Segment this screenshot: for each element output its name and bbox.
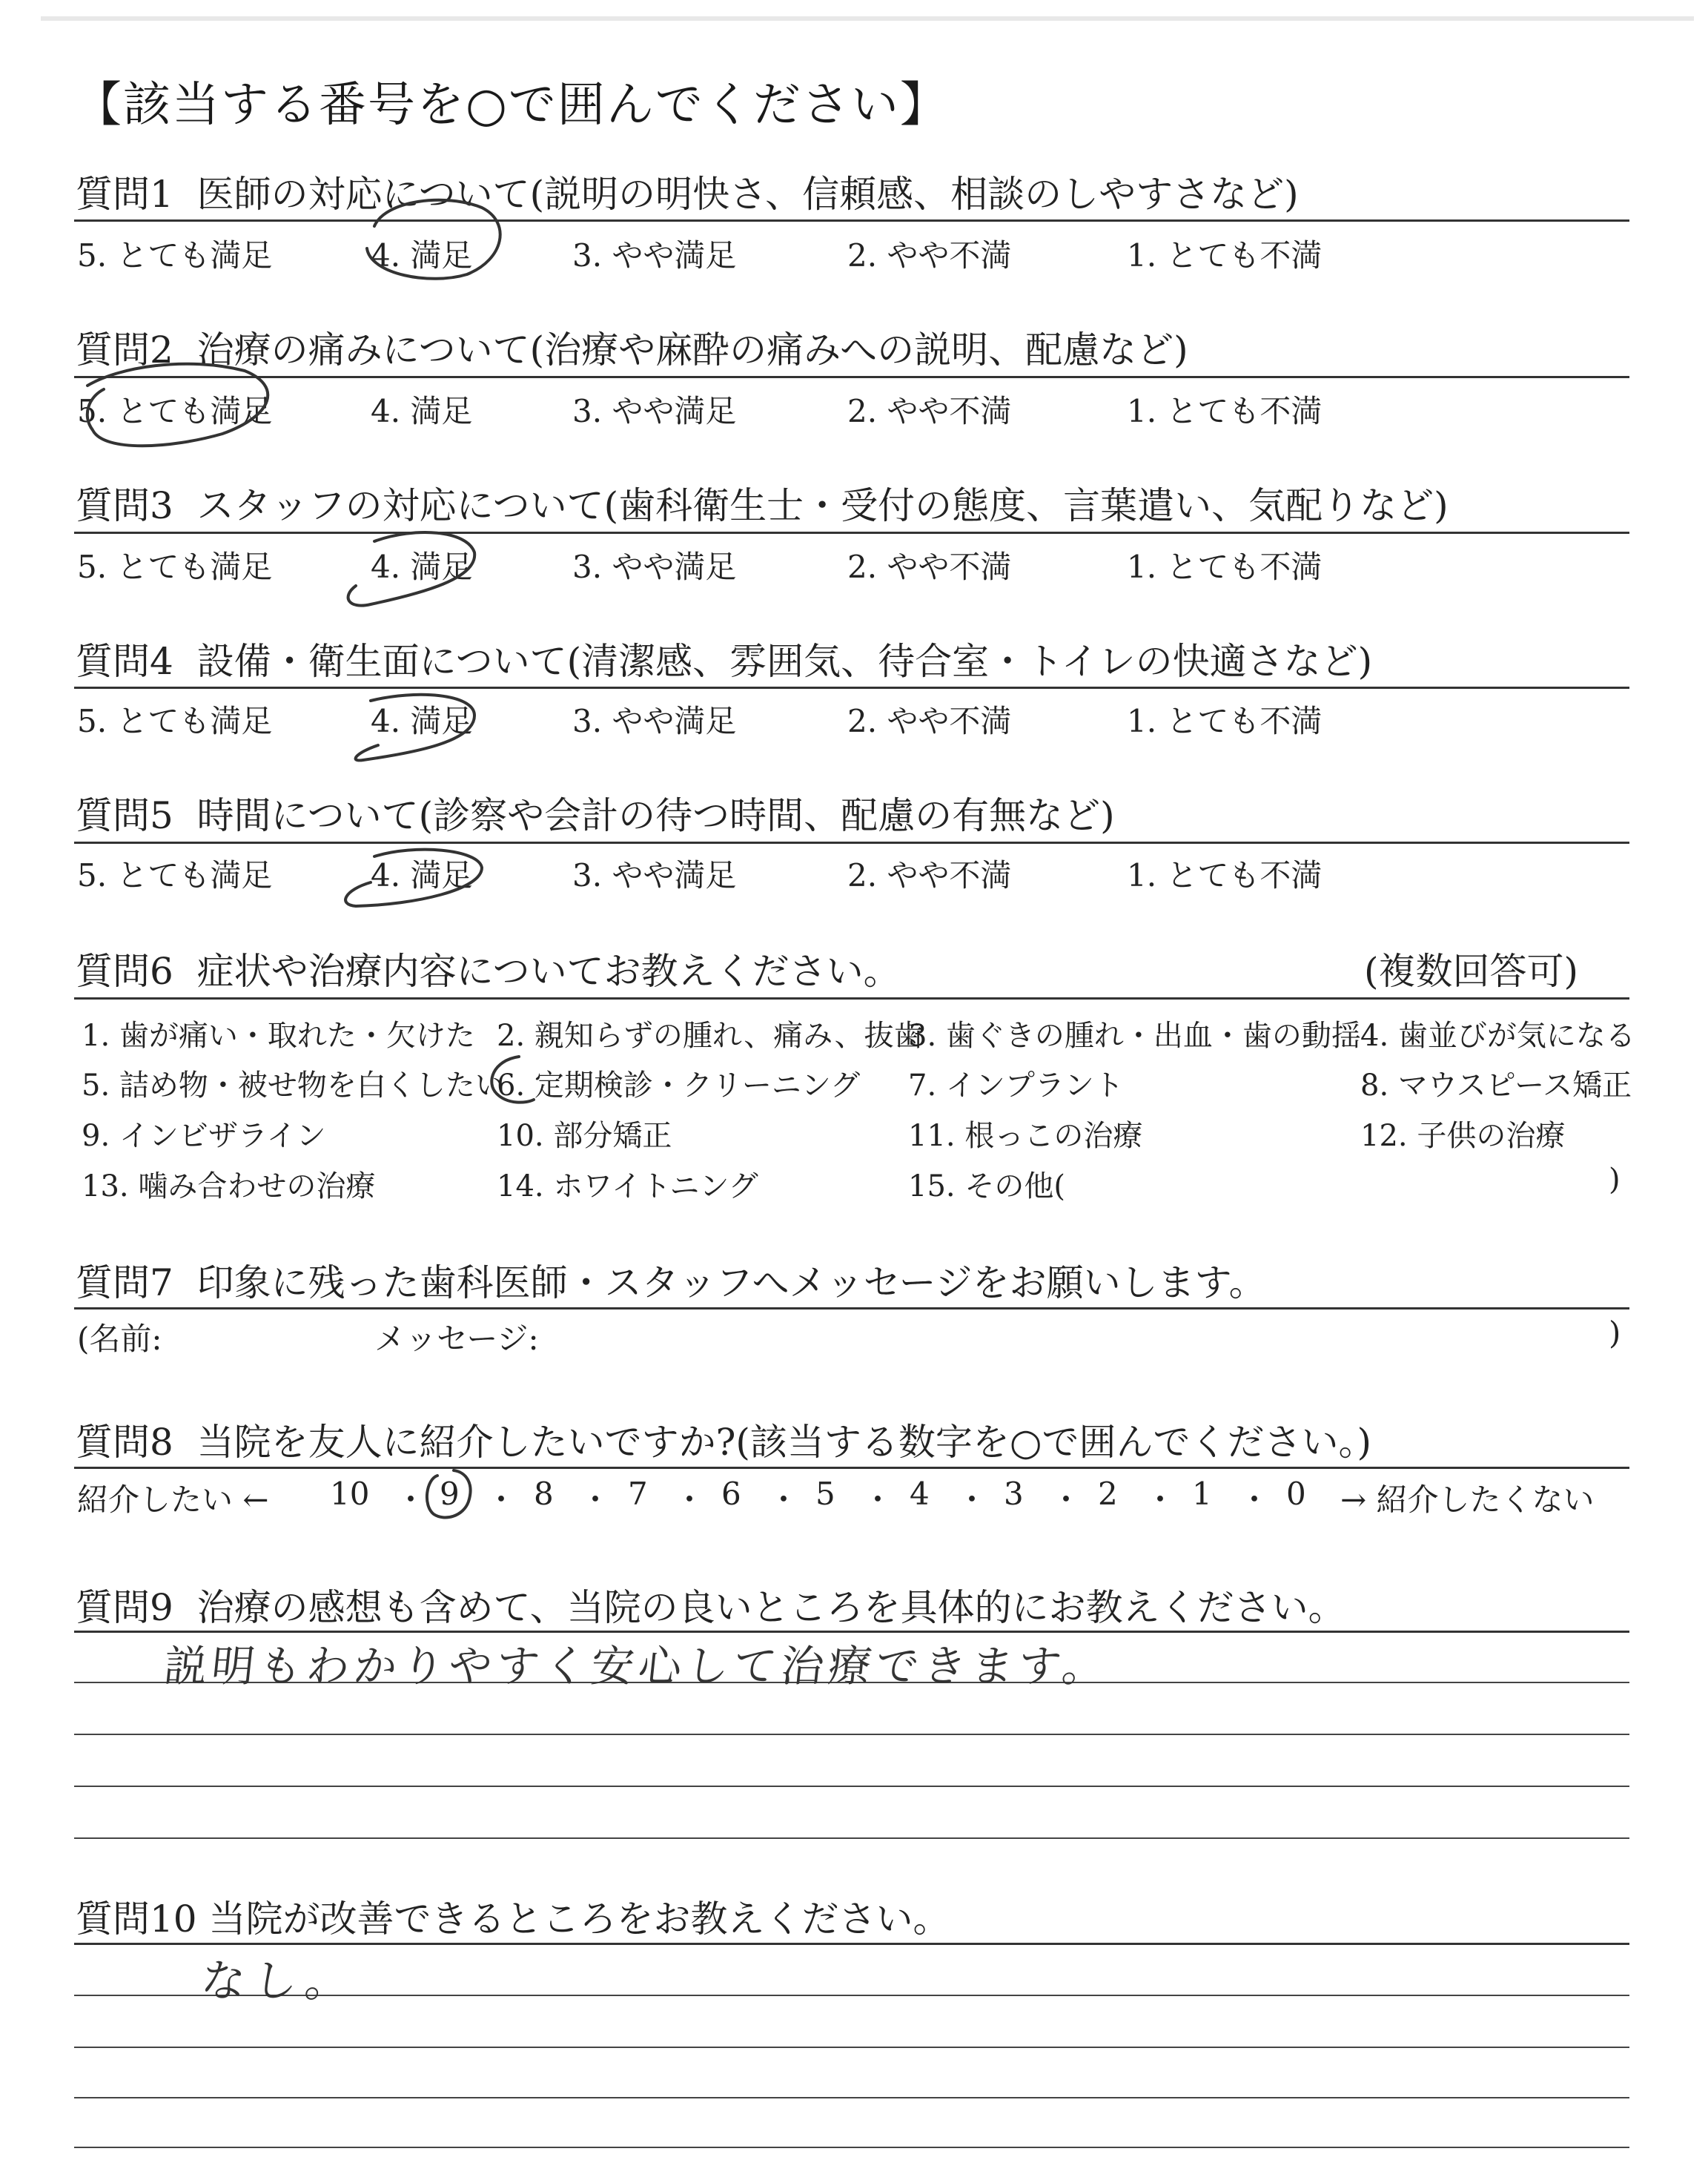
scale-9[interactable]: 9 [440,1476,460,1512]
divider [74,842,1629,844]
scale-1[interactable]: 1 [1192,1476,1212,1512]
option-2[interactable]: 2. やや不満 [847,857,1012,894]
top-border [41,16,1694,21]
answer-line [74,2097,1629,2098]
scale-0[interactable]: 0 [1286,1476,1306,1512]
option-4[interactable]: 4. 満足 [371,393,473,429]
symptom-option-5[interactable]: 5. 詰め物・被せ物を白くしたい [82,1069,505,1103]
divider [74,1307,1629,1309]
answer-line [74,1943,1629,1945]
divider [74,997,1629,1000]
other-close-paren: ) [1609,1163,1621,1197]
question-4-label: 質問4 設備・衛生面について(清潔感、雰囲気、待合室・トイレの快適さなど) [76,640,1373,683]
option-3[interactable]: 3. やや満足 [572,549,737,585]
scale-3[interactable]: 3 [1004,1476,1024,1512]
question-7-label: 質問7 印象に残った歯科医師・スタッフへメッセージをお願いします。 [76,1261,1266,1304]
question-8-label: 質問8 当院を友人に紹介したいですか?(該当する数字を○で囲んでください。) [76,1421,1372,1464]
message-field-label: メッセージ: [374,1321,539,1357]
page-title: 【該当する番号を○で囲んでください】 [74,78,949,133]
scale-4[interactable]: 4 [910,1476,930,1512]
option-1[interactable]: 1. とても不満 [1127,237,1323,274]
option-4[interactable]: 4. 満足 [371,237,473,274]
symptom-option-3[interactable]: 3. 歯ぐきの腫れ・出血・歯の動揺 [908,1019,1361,1053]
option-2[interactable]: 2. やや不満 [847,393,1012,429]
divider [74,1467,1629,1469]
answer-line [74,2047,1629,2048]
handwritten-answer-q9[interactable]: 説明もわかりやすく安心して治療できます。 [161,1641,1113,1691]
answer-line [74,1734,1629,1735]
option-4[interactable]: 4. 満足 [371,703,473,739]
symptom-option-7[interactable]: 7. インプラント [908,1069,1124,1103]
scale-separator: ・ [580,1482,612,1518]
option-4[interactable]: 4. 満足 [371,549,473,585]
option-5[interactable]: 5. とても満足 [77,703,273,739]
answer-line [74,1786,1629,1787]
multiple-answer-note: (複数回答可) [1364,950,1579,993]
handwritten-answer-q10[interactable]: なし。 [198,1955,360,2007]
option-1[interactable]: 1. とても不満 [1127,393,1323,429]
symptom-option-10[interactable]: 10. 部分矯正 [497,1119,672,1153]
scale-2[interactable]: 2 [1098,1476,1118,1512]
question-1-label: 質問1 医師の対応について(説明の明快さ、信頼感、相談のしやすさなど) [76,173,1299,216]
scale-separator: ・ [1145,1482,1176,1518]
scale-10[interactable]: 10 [330,1476,370,1512]
option-4[interactable]: 4. 満足 [371,857,473,894]
question-2-label: 質問2 治療の痛みについて(治療や麻酔の痛みへの説明、配慮など) [76,328,1188,371]
option-5[interactable]: 5. とても満足 [77,549,273,585]
symptom-option-2[interactable]: 2. 親知らずの腫れ、痛み、抜歯 [497,1019,924,1053]
symptom-option-4[interactable]: 4. 歯並びが気になる [1360,1019,1635,1053]
scale-separator: ・ [1050,1482,1082,1518]
answer-line [74,1837,1629,1839]
option-1[interactable]: 1. とても不満 [1127,703,1323,739]
symptom-option-9[interactable]: 9. インビザライン [82,1119,326,1153]
scale-8[interactable]: 8 [534,1476,554,1512]
question-10-label: 質問10 当院が改善できるところをお教えください。 [76,1898,950,1941]
symptom-option-6[interactable]: 6. 定期検診・クリーニング [497,1069,861,1103]
option-3[interactable]: 3. やや満足 [572,857,737,894]
scale-7[interactable]: 7 [628,1476,648,1512]
close-paren: ) [1609,1315,1621,1351]
question-3-label: 質問3 スタッフの対応について(歯科衛生士・受付の態度、言葉遣い、気配りなど) [76,484,1449,527]
symptom-option-8[interactable]: 8. マウスピース矯正 [1360,1069,1632,1103]
scale-separator: ・ [862,1482,894,1518]
symptom-option-13[interactable]: 13. 噛み合わせの治療 [82,1169,376,1203]
scale-separator: ・ [486,1482,517,1518]
option-3[interactable]: 3. やや満足 [572,237,737,274]
scale-separator: ・ [1239,1482,1271,1518]
scale-right-label: → 紹介したくない [1340,1482,1595,1518]
question-6-label: 質問6 症状や治療内容についてお教えください。 [76,950,901,993]
question-5-label: 質問5 時間について(診察や会計の待つ時間、配慮の有無など) [76,794,1115,837]
symptom-option-11[interactable]: 11. 根っこの治療 [908,1119,1143,1153]
option-2[interactable]: 2. やや不満 [847,703,1012,739]
divider [74,219,1629,222]
divider [74,532,1629,534]
symptom-option-15[interactable]: 15. その他( [908,1169,1065,1203]
option-2[interactable]: 2. やや不満 [847,549,1012,585]
divider [74,687,1629,689]
option-2[interactable]: 2. やや不満 [847,237,1012,274]
question-9-label: 質問9 治療の感想も含めて、当院の良いところを具体的にお教えください。 [76,1586,1345,1629]
option-1[interactable]: 1. とても不満 [1127,857,1323,894]
symptom-option-12[interactable]: 12. 子供の治療 [1360,1119,1566,1153]
scale-left-label: 紹介したい ← [77,1482,269,1518]
answer-line [74,2147,1629,2148]
scale-separator: ・ [768,1482,800,1518]
scale-5[interactable]: 5 [815,1476,835,1512]
scale-6[interactable]: 6 [721,1476,741,1512]
option-1[interactable]: 1. とても不満 [1127,549,1323,585]
scale-separator: ・ [956,1482,988,1518]
option-5[interactable]: 5. とても満足 [77,857,273,894]
option-5[interactable]: 5. とても満足 [77,237,273,274]
scale-separator: ・ [395,1482,427,1518]
option-3[interactable]: 3. やや満足 [572,703,737,739]
scale-separator: ・ [674,1482,706,1518]
option-5[interactable]: 5. とても満足 [77,393,273,429]
name-field-label: (名前: [77,1321,162,1357]
option-3[interactable]: 3. やや満足 [572,393,737,429]
symptom-option-14[interactable]: 14. ホワイトニング [497,1169,758,1203]
divider [74,376,1629,378]
symptom-option-1[interactable]: 1. 歯が痛い・取れた・欠けた [82,1019,475,1053]
